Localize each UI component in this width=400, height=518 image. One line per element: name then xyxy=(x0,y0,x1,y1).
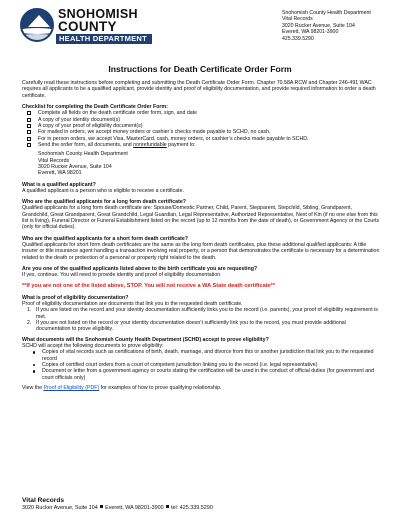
nonrefundable-text: nonrefundable xyxy=(133,141,167,148)
checkbox-icon[interactable] xyxy=(27,118,31,122)
list-item xyxy=(22,368,380,381)
section-answer: Proof of eligibility documentation are documents that link you to the requested death certificate. xyxy=(22,300,243,307)
proof-section xyxy=(22,295,380,333)
list-item xyxy=(22,349,380,362)
separator-icon xyxy=(100,505,103,508)
qualified-applicant-section xyxy=(22,182,380,195)
section-answer: If yes, continue. You will need to provide identity and proof of eligibility documentation. xyxy=(22,272,222,279)
mailing-address-line: Snohomish County Health Department xyxy=(38,151,128,158)
header-address xyxy=(282,10,371,42)
checkbox-icon[interactable] xyxy=(27,124,31,128)
checklist-item-label: payment to: xyxy=(166,141,196,148)
health-department-logo xyxy=(20,6,170,46)
section-answer: Qualified applicants for short form death certificates are the same as the long form death certificates, plus these additional qualified applicants: A title insurer or title insurance agent handling a transaction involving real property, or a person that demonstrates the certificate is necessary for a determination related to the death or protection of a personal or property right related to the death. xyxy=(22,241,380,261)
logo-line-3: HEALTH DEPARTMENT xyxy=(56,34,152,44)
footer-street: 3020 Rucker Avenue, Suite 104 xyxy=(22,504,98,511)
header-address-line: 425.339.5290 xyxy=(282,35,314,42)
checklist xyxy=(22,110,380,148)
list-item-text: Document or letter from a government agency or courts stating the certification will be used in the conduct of official duties (for government and court officials only) xyxy=(42,368,374,381)
checklist-item[interactable] xyxy=(22,142,380,148)
logo-line-1: SNOHOMISH xyxy=(58,7,138,21)
checklist-item-label: A copy of your identity document(s) xyxy=(38,116,120,123)
proof-list xyxy=(22,307,380,332)
mailing-address xyxy=(22,151,380,176)
header-address-line: Everett, WA 98201-3900 xyxy=(282,29,339,36)
list-item: 2. If you are not listed on the record or your identity documentation doesn’t sufficiently link you to the record, you must provide additional documentation to prove eligibility. xyxy=(27,319,346,333)
list-item-text: Copies of vital records such as certifications of birth, death, marriage, and divorce from this or another jurisdiction that link you to the requested record xyxy=(42,349,374,362)
footer-address xyxy=(22,505,382,512)
proof-of-eligibility-link[interactable]: Proof of Eligibility (PDF) xyxy=(43,385,100,392)
checkbox-icon[interactable] xyxy=(27,111,31,115)
checklist-item-label: A copy of your proof of eligibility document(s) xyxy=(38,122,143,129)
list-item-text: If you are listed on the record and your identity documentation sufficiently links you to the record (i.e. parents), your proof of eligibility requirement is met. xyxy=(36,307,378,320)
header-address-line: Vital Records xyxy=(282,16,313,23)
bullet-icon xyxy=(33,351,35,353)
checkbox-icon[interactable] xyxy=(27,143,31,147)
view-proof-line xyxy=(22,385,380,391)
section-question: What is a qualified applicant? xyxy=(22,181,96,188)
section-question: Who are the qualified applicants for a short form death certificate? xyxy=(22,235,188,242)
checkbox-icon[interactable] xyxy=(27,130,31,134)
checklist-item-label: Send the order form, all documents, and xyxy=(38,141,134,148)
checklist-item-label: For in person orders, we accept Visa, MasterCard, cash, money orders, or cashier’s checks made payable to SCHD. xyxy=(38,135,309,142)
header-address-line: Snohomish County Health Department xyxy=(282,10,371,16)
mailing-address-line: 3020 Rucker Avenue, Suite 104 xyxy=(38,163,112,170)
schd-list xyxy=(22,349,380,381)
intro-paragraph: Carefully read these instructions before completing and submitting the Death Certificate Order Form. Chapter 70.58A RCW and Chapter 246-491 WAC requires all applicants to be a qualified applicant, provide identity and proof of eligibility documentation, and provide required information to order a death certificate. xyxy=(22,80,376,99)
separator-icon xyxy=(166,505,169,508)
header-address-line: 3020 Rucker Avenue, Suite 104 xyxy=(282,22,355,29)
schd-section xyxy=(22,337,380,381)
list-item-text: Copies of certified court orders from a court of competent jurisdiction linking you to the record (i.e. legal representative) xyxy=(42,362,318,369)
section-question: What is proof of eligibility documentation? xyxy=(22,294,129,301)
list-item-text: If you are not listed on the record or your identity documentation doesn’t sufficiently link you to the record, you must provide additional documentation to prove eligibility. xyxy=(36,319,346,333)
checkbox-icon[interactable] xyxy=(27,137,31,141)
section-question: Are you one of the qualified applicants listed above to the birth certificate you are requesting? xyxy=(22,265,258,272)
section-answer: Qualified applicants for a long form death certificate are: Spouse/Domestic Partner, Child, Parent, Stepparent, Stepchild, Sibling, Grandparent, Grandchild, Great Grandparent, Great Grandchild, Legal Guardian, Legal Representative, Authorized Representative, Next of Kin (if no one else from this list is living), Funeral Director or Funeral Establishment listed on the record (up to 12 months from the date of death), or Government Agency or the Courts (only for official duties). xyxy=(22,205,380,231)
listed-applicant-section xyxy=(22,266,380,279)
view-suffix: for examples of how to prove qualifying relationship. xyxy=(99,385,222,392)
section-question: What documents will the Snohomish County Health Department (SCHD) accept to prove eligibility? xyxy=(22,336,269,343)
list-item: 1. If you are listed on the record and your identity documentation sufficiently links you to the record (i.e. parents), your proof of eligibility requirement is met. xyxy=(27,307,378,320)
view-prefix: View the xyxy=(22,385,44,392)
page-title: Instructions for Death Certificate Order Form xyxy=(108,64,292,74)
checklist-item-label: Complete all fields on the death certificate order form, sign, and date xyxy=(38,110,198,117)
county-seal-icon xyxy=(20,8,54,42)
section-answer: A qualified applicant is a person who is eligible to receive a certificate. xyxy=(22,187,184,194)
checklist-heading: Checklist for completing the Death Certificate Order Form: xyxy=(22,103,168,110)
mailing-address-line: Vital Records xyxy=(38,157,70,164)
stop-warning: **If you are not one of the listed above, STOP. You will not receive a WA State death certificate** xyxy=(22,283,276,290)
footer xyxy=(22,497,382,511)
long-form-section xyxy=(22,199,380,231)
section-question: Who are the qualified applicants for a long form death certificate? xyxy=(22,199,186,206)
footer-phone: tel: 425.339.5290 xyxy=(171,504,213,511)
logo-line-2: COUNTY xyxy=(58,19,117,34)
bullet-icon xyxy=(33,364,35,366)
section-answer: SCHD will accept the following documents to prove eligibility: xyxy=(22,343,164,350)
checklist-item-label: For mailed in orders, we accept money orders or cashier’s checks made payable to SCHD, no cash. xyxy=(38,129,271,136)
footer-title: Vital Records xyxy=(22,497,65,504)
short-form-section xyxy=(22,236,380,261)
document-body xyxy=(22,80,380,391)
footer-city: Everett, WA 98201-3900 xyxy=(105,504,164,511)
mailing-address-line: Everett, WA 98201 xyxy=(38,170,82,177)
bullet-icon xyxy=(33,370,35,372)
